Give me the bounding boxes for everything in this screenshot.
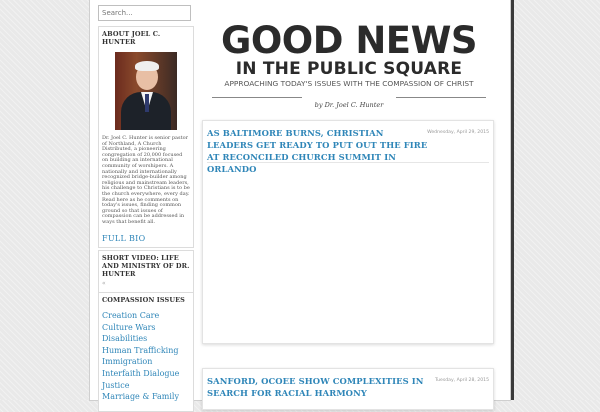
issue-link-human-trafficking[interactable]: Human Trafficking bbox=[102, 345, 179, 355]
full-bio-link[interactable]: FULL BIO bbox=[102, 233, 146, 243]
logo-subtitle: IN THE PUBLIC SQUARE bbox=[235, 59, 463, 79]
logo-title: GOOD NEWS bbox=[220, 19, 478, 62]
about-title: ABOUT JOEL C. HUNTER bbox=[102, 30, 161, 46]
post-date: Wednesday, April 29, 2015 bbox=[427, 130, 489, 135]
issues-list bbox=[102, 310, 190, 403]
search-input[interactable] bbox=[98, 5, 191, 21]
video-nav-icon[interactable]: « bbox=[102, 280, 106, 287]
page-frame bbox=[90, 0, 510, 400]
issue-link-creation-care[interactable]: Creation Care bbox=[102, 311, 160, 320]
post-divider bbox=[207, 162, 489, 163]
compassion-issues-widget bbox=[98, 292, 194, 412]
byline-rule-left bbox=[212, 97, 302, 98]
byline-rule-right bbox=[396, 97, 486, 98]
about-widget bbox=[98, 26, 194, 248]
issues-title: COMPASSION ISSUES bbox=[102, 296, 185, 304]
post-title-link[interactable]: AS BALTIMORE BURNS, CHRISTIAN LEADERS GET READY TO PUT OUT THE FIRE AT RECONCILED CHURCH SUMMIT IN ORLANDO bbox=[207, 128, 428, 174]
issue-link-marriage-family[interactable]: Marriage & Family bbox=[102, 392, 179, 402]
logo-tagline: APPROACHING TODAY'S ISSUES WITH THE COMPASSION OF CHRIST bbox=[224, 79, 474, 88]
issue-link-immigration[interactable]: Immigration bbox=[102, 357, 153, 367]
issue-link-disabilities[interactable]: Disabilities bbox=[102, 334, 148, 344]
post-card bbox=[202, 368, 494, 410]
video-title[interactable]: SHORT VIDEO: LIFE AND MINISTRY OF DR. HUNTER bbox=[102, 254, 190, 278]
post-card bbox=[202, 120, 494, 344]
post-date: Tuesday, April 28, 2015 bbox=[434, 378, 489, 383]
logo-byline: by Dr. Joel C. Hunter bbox=[314, 101, 384, 109]
logo-byline-row bbox=[212, 92, 486, 109]
author-photo bbox=[115, 52, 177, 130]
site-logo[interactable] bbox=[212, 19, 486, 109]
video-widget bbox=[98, 250, 194, 294]
about-bio: Dr. Joel C. Hunter is senior pastor of Northland, A Church Distributed, a pioneering congregation of 20,000 focused on building an international community of worshipers. A nationally and internationally recognized bridge-builder among religious and mainstream leaders, his challenge to Christians is to be the church everywhere, every day. Read here as he comments on today's issues, finding common ground so that issues of compassion can be addressed in ways that benefit all. bbox=[102, 135, 190, 225]
issue-link-justice[interactable]: Justice bbox=[102, 380, 130, 390]
issue-link-culture-wars[interactable]: Culture Wars bbox=[102, 322, 156, 332]
post-title-link[interactable]: SANFORD, OCOEE SHOW COMPLEXITIES IN SEARCH FOR RACIAL HARMONY bbox=[207, 376, 424, 398]
issue-link-interfaith-dialogue[interactable]: Interfaith Dialogue bbox=[102, 368, 180, 378]
